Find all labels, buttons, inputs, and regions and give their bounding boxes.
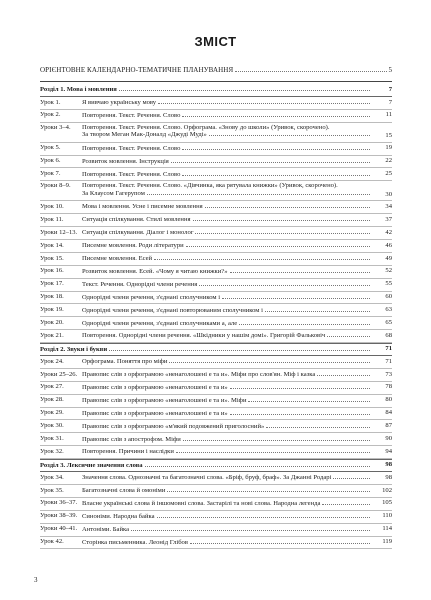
page-ref: 105 — [382, 499, 392, 507]
lesson-number: Уроки 36–37. — [40, 499, 78, 507]
entry-title-line: За Клаусом Гагерупом — [82, 189, 145, 197]
leader-dots — [205, 203, 370, 208]
toc-entry[interactable] — [40, 143, 392, 156]
toc-entry[interactable] — [40, 227, 392, 240]
leader-dots — [333, 474, 370, 479]
lesson-number: Урок 27. — [40, 383, 64, 391]
entry-title-text: Ситуація спілкування. Діалог і монолог — [82, 229, 194, 237]
page-ref: 15 — [385, 132, 392, 140]
entry-title-text: Я вивчаю українську мову — [82, 99, 157, 107]
toc-section[interactable] — [40, 459, 392, 472]
entry-title — [82, 397, 372, 405]
leader-dots — [266, 423, 370, 428]
page-ref: 7 — [388, 98, 392, 106]
lesson-number: Урок 18. — [40, 293, 64, 301]
toc-entry[interactable] — [40, 498, 392, 511]
lesson-number: Урок 19. — [40, 306, 64, 314]
entry-title — [82, 203, 372, 211]
entry-title — [82, 448, 372, 456]
entry-title-text: Однорідні члени речення, з'єднані сполучником і — [82, 293, 221, 301]
entry-title — [40, 462, 372, 470]
page-ref: 71 — [385, 345, 392, 353]
page-ref: 55 — [385, 280, 392, 288]
leader-dots — [157, 513, 370, 518]
entry-title-text: Сторінка письменника. Леонід Глібов — [82, 538, 188, 546]
entry-title-text: Повторення. Текст. Речення. Слово — [82, 111, 181, 119]
toc-entry[interactable] — [40, 356, 392, 369]
entry-title-text: Писемне мовлення. Роди літератури — [82, 242, 184, 250]
toc-entry[interactable] — [40, 524, 392, 537]
leader-dots — [209, 131, 370, 136]
entry-title — [82, 358, 372, 366]
toc-list — [40, 84, 392, 549]
entry-title-text: Писемне мовлення. Есей — [82, 255, 153, 263]
entry-title — [82, 216, 372, 224]
entry-title — [82, 384, 372, 392]
entry-title — [82, 539, 372, 547]
page-ref: 19 — [385, 144, 392, 152]
leader-dots — [169, 358, 370, 363]
entry-title-text: Орфограма. Поняття про міфи — [82, 358, 168, 366]
toc-entry[interactable] — [40, 395, 392, 408]
entry-title-text: Повторення. Причини і наслідки — [82, 448, 174, 456]
page-ref: 7 — [388, 85, 392, 93]
page-ref: 73 — [385, 370, 392, 378]
lesson-number: Уроки 38–39. — [40, 512, 78, 520]
toc-entry[interactable] — [40, 317, 392, 330]
toc-entry[interactable] — [40, 330, 392, 343]
page-ref: 68 — [385, 331, 392, 339]
entry-title — [82, 255, 372, 263]
page-ref: 46 — [385, 241, 392, 249]
toc-entry[interactable] — [40, 181, 392, 201]
leader-dots — [145, 462, 370, 467]
lesson-number: Урок 10. — [40, 202, 64, 210]
entry-title — [82, 183, 372, 197]
entry-title-text: Значення слова. Однозначні та багатозначні слова. «Бріф, бруф, браф». За Джанні Родарі — [82, 474, 332, 482]
entry-title-text: Правопис слів з орфограмою «ненаголошені е та и». Міфи про слов'ян. Міф і казка — [82, 371, 316, 379]
lesson-number: Урок 34. — [40, 473, 64, 481]
entry-title-text: Правопис слів з орфограмою «ненаголошені е та и» — [82, 409, 228, 417]
toc-entry[interactable] — [40, 110, 392, 123]
leader-dots — [182, 112, 370, 117]
page-ref: 11 — [385, 111, 392, 119]
toc-entry[interactable] — [40, 123, 392, 143]
entry-title-text: Синоніми. Народна байка — [82, 512, 155, 520]
entry-title-text: Повторення. Текст. Речення. Слово — [82, 170, 181, 178]
entry-title — [82, 332, 372, 340]
leader-dots — [235, 67, 386, 72]
entry-title — [82, 500, 372, 508]
entry-title-line: За твором Меган Мак-Доналд «Джуді Муді» — [82, 131, 207, 139]
lesson-number: Урок 2. — [40, 111, 61, 119]
leader-dots — [109, 346, 370, 351]
toc-entry[interactable] — [40, 420, 392, 433]
toc-entry[interactable] — [40, 382, 392, 395]
toc-entry[interactable] — [40, 485, 392, 498]
entry-title — [82, 436, 372, 444]
page-ref: 65 — [385, 319, 392, 326]
lesson-number: Урок 24. — [40, 357, 64, 365]
toc-section[interactable] — [40, 343, 392, 356]
toc-entry[interactable] — [40, 240, 392, 253]
page-ref: 98 — [385, 461, 392, 469]
planning-entry[interactable] — [40, 66, 392, 74]
entry-title-text: Антоніми. Байка — [82, 525, 130, 533]
lesson-number: Уроки 8–9. — [40, 182, 71, 190]
toc-entry[interactable] — [40, 97, 392, 110]
page-ref: 34 — [385, 202, 392, 210]
entry-title — [82, 410, 372, 418]
leader-dots — [190, 539, 370, 544]
entry-title — [82, 268, 372, 276]
entry-title-text: Однорідні члени речення, з'єднані сполучниками а, але — [82, 319, 238, 327]
lesson-number: Урок 15. — [40, 254, 64, 262]
page-ref: 22 — [385, 157, 392, 165]
entry-title — [82, 526, 372, 534]
page-ref: 60 — [385, 293, 392, 301]
entry-title-text: Правопис слів з орфограмою «ненаголошені е та и» — [82, 383, 228, 391]
toc-entry[interactable] — [40, 446, 392, 459]
page-ref: 30 — [385, 190, 392, 198]
leader-dots — [154, 255, 370, 260]
leader-dots — [183, 436, 370, 441]
entry-title — [82, 281, 372, 289]
leader-dots — [182, 145, 370, 150]
leader-dots — [230, 410, 370, 415]
entry-title-text: Правопис слів з орфограмою «ненаголошені е та и». Міфи — [82, 396, 247, 404]
entry-title — [82, 125, 372, 139]
lesson-number: Урок 14. — [40, 241, 64, 249]
page-ref: 94 — [385, 447, 392, 455]
entry-title-line: Повторення. Текст. Речення. Слово. Орфограма. «Знову до школи» (Уривок, скорочено). — [82, 123, 330, 131]
page-ref: 84 — [385, 409, 392, 417]
lesson-number: Урок 20. — [40, 319, 64, 326]
lesson-number: Урок 35. — [40, 486, 64, 494]
lesson-number: Урок 31. — [40, 435, 64, 443]
entry-title-text: Власне українські слова й іншомовні слова. Застарілі та нові слова. Народна легенда — [82, 499, 321, 507]
leader-dots — [327, 332, 370, 337]
leader-dots — [171, 158, 370, 163]
planning-page: 5 — [388, 66, 392, 74]
toc-entry[interactable] — [40, 279, 392, 292]
entry-title-text: Правопис слів з орфограмою «м'який подовжений приголосний» — [82, 422, 265, 430]
toc-entry[interactable] — [40, 292, 392, 305]
lesson-number: Урок 11. — [40, 215, 64, 223]
lesson-number: Урок 42. — [40, 538, 64, 546]
leader-dots — [248, 397, 370, 402]
toc-entry[interactable] — [40, 537, 392, 550]
toc-entry[interactable] — [40, 433, 392, 446]
page-ref: 102 — [382, 486, 392, 494]
entry-title-text: Однорідні члени речення, з'єднані повторюваним сполучником і — [82, 306, 263, 314]
entry-title — [82, 158, 372, 166]
entry-title-text: Повторення. Однорідні члени речення. «Шкідники у нашім домі». Григорій Фальковіч — [82, 332, 326, 340]
entry-title-text: Розділ 3. Лексичне значення слова — [40, 461, 143, 469]
leader-dots — [176, 448, 370, 453]
leader-dots — [265, 307, 370, 312]
entry-title — [82, 242, 372, 250]
entry-title — [82, 513, 372, 521]
entry-title — [82, 487, 372, 495]
toc-section[interactable] — [40, 84, 392, 97]
page-ref: 114 — [382, 525, 392, 533]
planning-title: ОРІЄНТОВНЕ КАЛЕНДАРНО-ТЕМАТИЧНЕ ПЛАНУВАННЯ — [40, 66, 234, 74]
entry-title — [82, 423, 372, 431]
leader-dots — [230, 268, 370, 273]
toc-entry[interactable] — [40, 201, 392, 214]
lesson-number: Урок 5. — [40, 144, 61, 152]
page-ref: 63 — [385, 306, 392, 314]
entry-title — [82, 294, 372, 302]
leader-dots — [131, 526, 370, 531]
toc-entry[interactable] — [40, 168, 392, 181]
entry-title — [40, 86, 372, 94]
page-ref: 25 — [385, 170, 392, 178]
lesson-number: Урок 16. — [40, 267, 64, 275]
entry-title — [82, 474, 372, 482]
entry-title-text: Розділ 2. Звуки і букви — [40, 345, 108, 353]
lesson-number: Уроки 40–41. — [40, 525, 78, 533]
toc-entry[interactable] — [40, 472, 392, 485]
page-title: ЗМІСТ — [194, 34, 237, 49]
entry-title-text: Текст. Речення. Однорідні члени речення — [82, 280, 198, 288]
leader-dots — [199, 281, 370, 286]
page-number: 3 — [34, 576, 38, 584]
entry-title-text: Розвиток мовлення. Інструкція — [82, 157, 169, 165]
lesson-number: Урок 30. — [40, 422, 64, 430]
entry-title — [40, 346, 372, 354]
leader-dots — [167, 487, 370, 492]
leader-dots — [239, 320, 370, 325]
page-ref: 52 — [385, 267, 392, 275]
lesson-number: Урок 6. — [40, 157, 61, 165]
entry-title — [82, 307, 372, 315]
leader-dots — [230, 384, 370, 389]
lesson-number: Уроки 12–13. — [40, 228, 78, 236]
page-ref: 80 — [385, 396, 392, 404]
page-ref: 90 — [385, 435, 392, 443]
entry-title — [82, 371, 372, 379]
page-ref: 119 — [382, 538, 392, 546]
entry-title — [82, 99, 372, 107]
toc-entry[interactable] — [40, 408, 392, 421]
page-ref: 78 — [385, 383, 392, 391]
entry-title-text: Мова і мовлення. Усне і писемне мовлення — [82, 203, 203, 211]
toc-entry[interactable] — [40, 511, 392, 524]
toc-entry[interactable] — [40, 253, 392, 266]
leader-dots — [147, 190, 370, 195]
toc-entry[interactable] — [40, 266, 392, 279]
page-ref: 49 — [385, 254, 392, 262]
leader-dots — [317, 371, 370, 376]
page-ref: 71 — [385, 357, 392, 365]
lesson-number: Урок 17. — [40, 280, 64, 288]
lesson-number: Уроки 25–26. — [40, 370, 78, 378]
leader-dots — [193, 216, 370, 221]
toc-entry[interactable] — [40, 214, 392, 227]
leader-dots — [119, 86, 370, 91]
entry-title-text: Правопис слів з апострофом. Міфи — [82, 435, 181, 443]
toc-entry[interactable] — [40, 304, 392, 317]
lesson-number: Урок 28. — [40, 396, 64, 404]
leader-dots — [186, 242, 370, 247]
lesson-number: Урок 32. — [40, 447, 64, 455]
leader-dots — [158, 99, 370, 104]
toc-entry[interactable] — [40, 369, 392, 382]
page-ref: 37 — [385, 215, 392, 223]
divider — [40, 81, 392, 82]
entry-title-text: Ситуація спілкування. Стилі мовлення — [82, 216, 191, 224]
page-ref: 87 — [385, 422, 392, 430]
entry-title-line: Повторення. Текст. Речення. Слово. «Дівчинка, яка рятувала книжки» (Уривок, скорочено). — [82, 182, 338, 190]
lesson-number: Урок 21. — [40, 331, 64, 339]
entry-title-text: Розділ 1. Мова і мовлення — [40, 86, 117, 94]
leader-dots — [182, 171, 370, 176]
leader-dots — [222, 294, 370, 299]
leader-dots — [322, 500, 370, 505]
lesson-number: Урок 29. — [40, 409, 64, 417]
entry-title — [82, 145, 372, 153]
entry-title — [82, 229, 372, 237]
page-ref: 42 — [385, 228, 392, 236]
entry-title — [82, 171, 372, 179]
entry-title-text: Повторення. Текст. Речення. Слово — [82, 144, 181, 152]
entry-title — [82, 320, 372, 328]
entry-title-text: Багатозначні слова й омоніми — [82, 487, 166, 495]
lesson-number: Урок 7. — [40, 170, 61, 178]
leader-dots — [195, 229, 370, 234]
entry-title — [82, 112, 372, 120]
lesson-number: Уроки 3–4. — [40, 123, 71, 131]
page-ref: 98 — [385, 473, 392, 481]
entry-title-text: Розвиток мовлення. Есей. «Чому я читаю книжки?» — [82, 267, 228, 275]
lesson-number: Урок 1. — [40, 98, 61, 106]
toc-entry[interactable] — [40, 156, 392, 169]
page-ref: 110 — [382, 512, 392, 520]
